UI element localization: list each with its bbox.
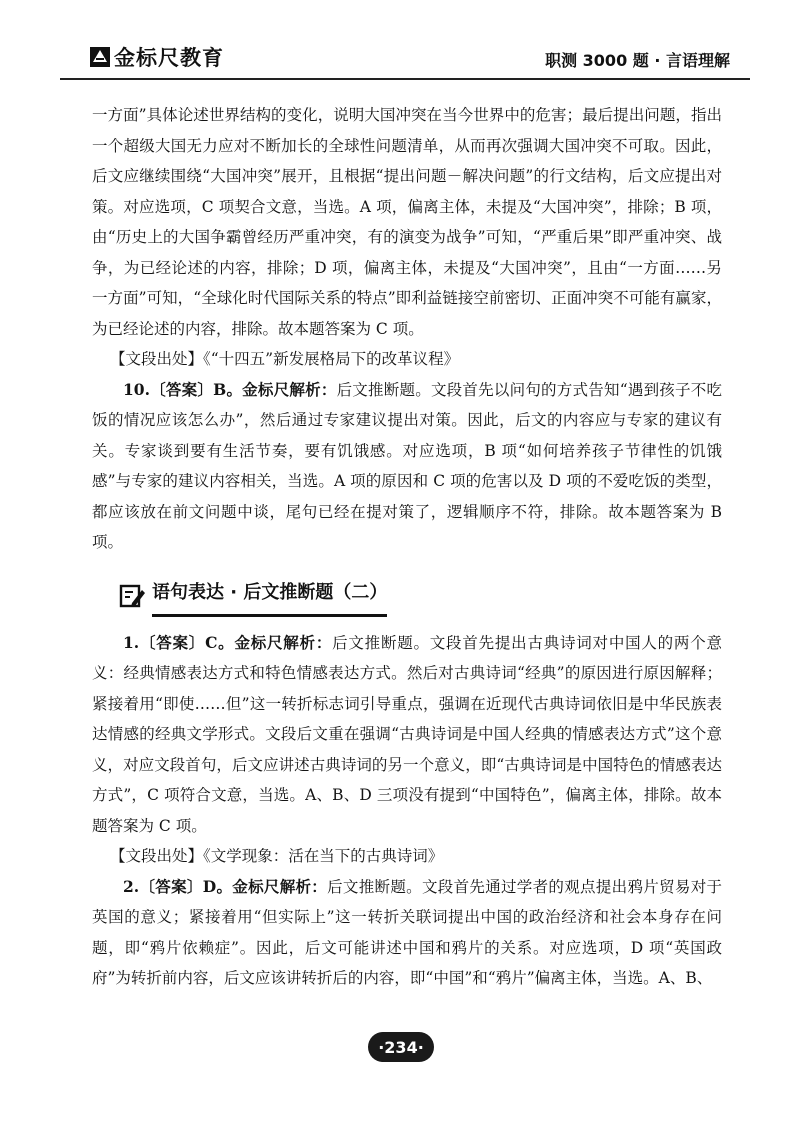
logo-icon (90, 47, 110, 67)
answer-2-text: 后文推断题。文段首先通过学者的观点提出鸦片贸易对于英国的意义；紧接着用“但实际上”这一转折关联词提出中国的政治经济和社会本身存在问题，即“鸦片依赖症”。因此，后文可能讲述中国和鸦片的关系。对应选项，D 项“英国政府”为转折前内容，后文应该讲转折后的内容，即“中国”和“鸦片”偏离主体，当选。A、B、 (92, 877, 722, 987)
source-citation: 【文段出处】《“十四五”新发展格局下的改革议程》 (110, 350, 460, 368)
answer-10 (92, 375, 722, 558)
answer-2-lead: 2.〔答案〕D。金标尺解析： (123, 876, 328, 896)
answer-1 (92, 628, 722, 842)
answer-1-lead: 1.〔答案〕C。金标尺解析： (123, 632, 333, 652)
section-heading (92, 576, 722, 616)
section-title: 语句表达 · 后文推断题（二） (152, 578, 387, 613)
paragraph: 一方面”具体论述世界结构的变化，说明大国冲突在当今世界中的危害；最后提出问题，指出一个超级大国无力应对不断加长的全球性问题清单，从而再次强调大国冲突不可取。因此，后文应继续围绕“大国冲突”展开，且根据“提出问题－解决问题”的行文结构，后文应提出对策。对应选项，C 项契合文意，当选。A 项，偏离主体，未提及“大国冲突”，排除；B 项，由“历史上的大国争霸曾经历严重冲突，有的演变为战争”可知，“严重后果”即严重冲突、战争，为已经论述的内容，排除；D 项，偏离主体，未提及“大国冲突”，且由“一方面……另一方面”可知，“全球化时代国际关系的特点”即利益链接空前密切、正面冲突不可能有赢家，为已经论述的内容，排除。故本题答案为 C 项。 (92, 106, 722, 338)
answer-10-text: 后文推断题。文段首先以问句的方式告知“遇到孩子不吃饭的情况应该怎么办”，然后通过专家建议提出对策。因此，后文的内容应与专家的建议有关。专家谈到要有生活节奏，要有饥饿感。对应选项，B 项“如何培养孩子节律性的饥饿感”与专家的建议内容相关，当选。A 项的原因和 C 项的危害以及 D 项的不爱吃饭的类型，都应该放在前文问题中谈，尾句已经在提对策了，逻辑顺序不符，排除。故本题答案为 B 项。 (92, 380, 722, 551)
answer-1-text: 后文推断题。文段首先提出古典诗词对中国人的两个意义：经典情感表达方式和特色情感表达方式。然后对古典诗词“经典”的原因进行原因解释；紧接着用“即使……但”这一转折标志词引导重点，强调在近现代古典诗词依旧是中华民族表达情感的经典文学形式。文段后文重在强调“古典诗词是中国人经典的情感表达方式”这个意义，对应文段首句，后文应讲述古典诗词的另一个意义，即“古典诗词是中国特色的情感表达方式”，C 项符合文意，当选。A、B、D 三项没有提到“中国特色”，偏离主体，排除。故本题答案为 C 项。 (92, 633, 722, 835)
publisher-logo (90, 42, 224, 72)
book-title: 职测 3000 题 · 言语理解 (545, 51, 730, 70)
edit-icon (118, 582, 146, 610)
page-content (92, 100, 722, 994)
answer-10-lead: 10.〔答案〕B。金标尺解析： (123, 379, 337, 399)
answer-2 (92, 872, 722, 994)
page-number: ·234· (368, 1032, 434, 1062)
logo-text: 金标尺教育 (114, 46, 224, 70)
source-citation: 【文段出处】《文学现象：活在当下的古典诗词》 (110, 847, 444, 865)
page-header (60, 38, 750, 80)
